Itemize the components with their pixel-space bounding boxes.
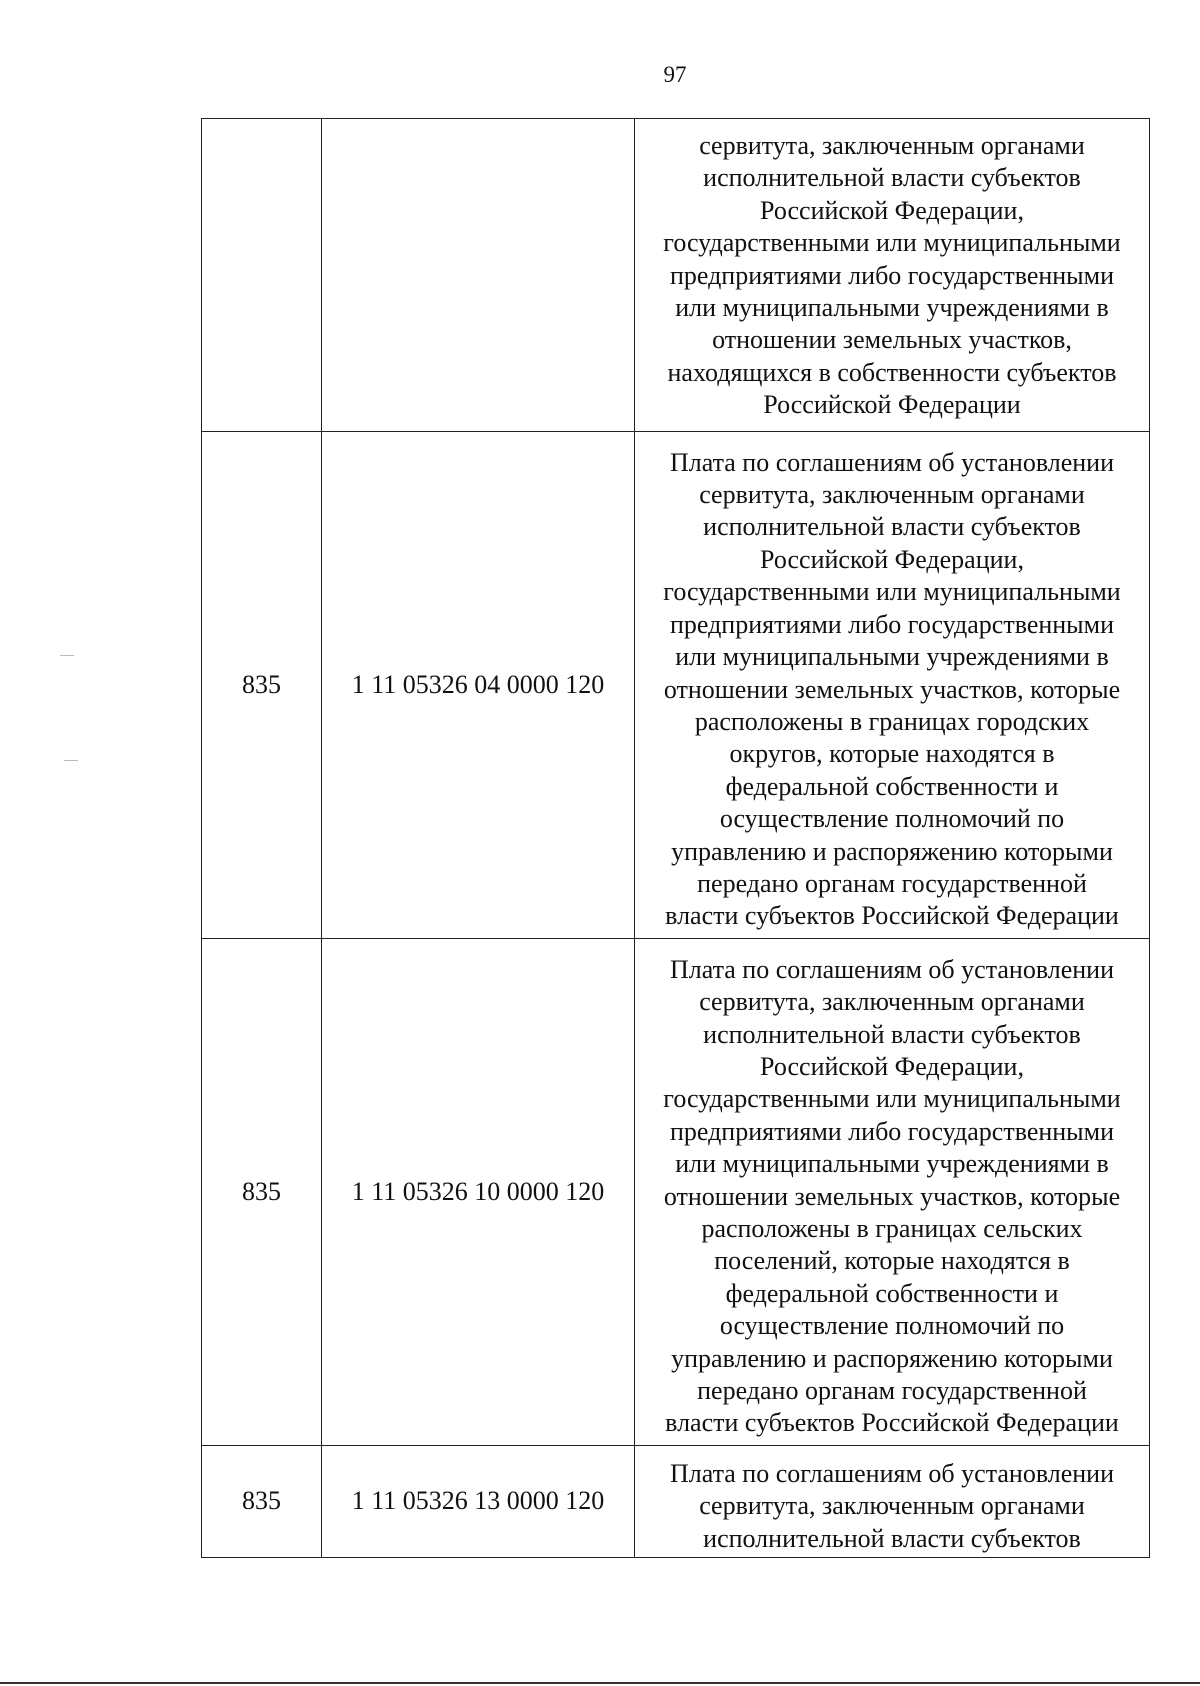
description-cell: Плата по соглашениям об установлении сервитута, заключенным органами исполнительной власти субъектов Российской Федерации, государственными или муниципальными предприятиями либо государственными или муниципальными учреждениями в отношении земельных участков, которые расположены в границах городских округов, которые находятся в федеральной собственности и осуществление полномочий по управлению и распоряжению которыми передано органам государственной власти субъектов Российской Федерации [635,431,1150,938]
admin-code-cell: 835 [202,431,322,938]
admin-code-cell [202,119,322,432]
table-row [202,119,1150,432]
kbk-code-cell: 1 11 05326 04 0000 120 [322,431,635,938]
description-cell: сервитута, заключенным органами исполнительной власти субъектов Российской Федерации, государственными или муниципальными предприятиями либо государственными или муниципальными учреждениями в отношении земельных участков, находящихся в собственности субъектов Российской Федерации [635,119,1150,432]
budget-classification-table [201,118,1150,1558]
page-number: 97 [663,62,687,87]
table-row [202,938,1150,1445]
table-row [202,1445,1150,1557]
kbk-code-cell: 1 11 05326 13 0000 120 [322,1445,635,1557]
admin-code-cell: 835 [202,1445,322,1557]
page-bottom-rule [0,1682,1200,1684]
description-cell: Плата по соглашениям об установлении сервитута, заключенным органами исполнительной власти субъектов Российской Федерации, государственными или муниципальными предприятиями либо государственными или муниципальными учреждениями в отношении земельных участков, которые расположены в границах сельских поселений, которые находятся в федеральной собственности и осуществление полномочий по управлению и распоряжению которыми передано органам государственной власти субъектов Российской Федерации [635,938,1150,1445]
scan-edge-mark [64,760,78,761]
kbk-code-cell: 1 11 05326 10 0000 120 [322,938,635,1445]
table-row [202,431,1150,938]
scan-edge-mark [60,655,74,656]
description-cell: Плата по соглашениям об установлении сервитута, заключенным органами исполнительной власти субъектов [635,1445,1150,1557]
kbk-code-cell [322,119,635,432]
admin-code-cell: 835 [202,938,322,1445]
